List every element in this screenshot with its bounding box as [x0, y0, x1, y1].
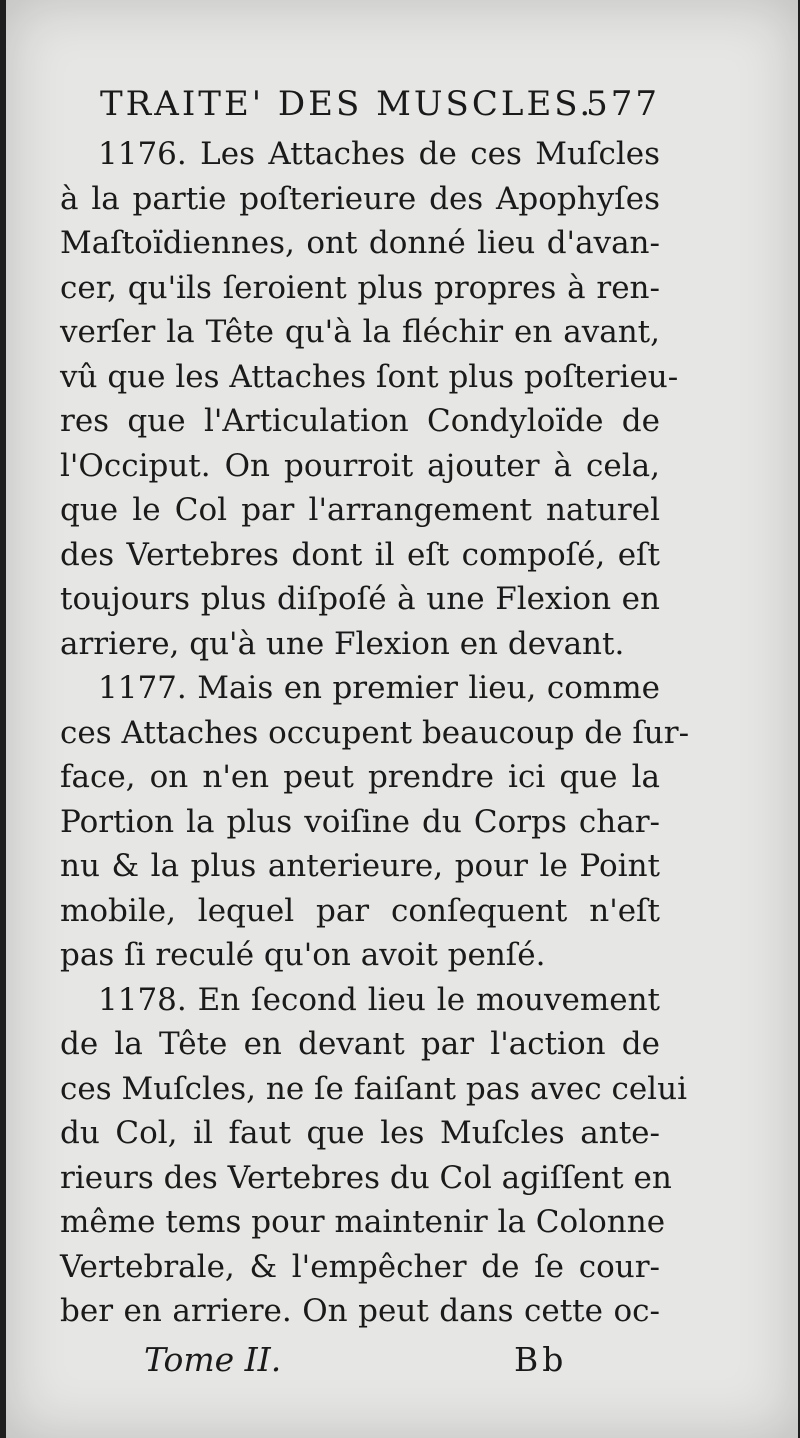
- text-line: 1176. Les Attaches de ces Muſcles: [98, 136, 660, 172]
- book-page: [6, 0, 798, 1438]
- text-line: l'Occiput. On pourroit ajouter à cela,: [60, 448, 660, 484]
- text-line: res que l'Articulation Condyloïde de: [60, 403, 660, 439]
- text-line: de la Tête en devant par l'action de: [60, 1026, 660, 1062]
- text-line: rieurs des Vertebres du Col agiſſent en: [60, 1160, 672, 1196]
- volume-label: Tome II.: [144, 1340, 282, 1379]
- text-line: cer, qu'ils ſeroient plus propres à ren-: [60, 270, 660, 306]
- running-header: [100, 80, 660, 130]
- text-line: à la partie poſterieure des Apophyſes: [60, 181, 660, 217]
- text-line: que le Col par l'arrangement naturel: [60, 492, 660, 528]
- text-line: des Vertebres dont il eſt compoſé, eſt: [60, 537, 660, 573]
- text-line: 1177. Mais en premier lieu, comme: [98, 670, 660, 706]
- text-line: 1178. En ſecond lieu le mouvement: [98, 982, 660, 1018]
- text-line: vû que les Attaches ſont plus poſterieu-: [60, 359, 679, 395]
- text-line: nu & la plus anterieure, pour le Point: [60, 848, 660, 884]
- text-line: mobile, lequel par conſequent n'eſt: [60, 893, 660, 929]
- text-line: arriere, qu'à une Flexion en devant.: [60, 626, 625, 662]
- text-line: Portion la plus voiſine du Corps char-: [60, 804, 660, 840]
- text-line: face, on n'en peut prendre ici que la: [60, 759, 660, 795]
- text-line: Maſtoïdiennes, ont donné lieu d'avan-: [60, 225, 660, 261]
- page-footer: [6, 1340, 798, 1390]
- text-line: du Col, il faut que les Muſcles ante-: [60, 1115, 660, 1151]
- text-line: ces Attaches occupent beaucoup de ſur-: [60, 715, 690, 751]
- text-line: Vertebrale, & l'empêcher de ſe cour-: [60, 1249, 660, 1285]
- signature-mark: Bb: [514, 1340, 568, 1379]
- text-line: verſer la Tête qu'à la fléchir en avant,: [60, 314, 660, 350]
- text-line: même tems pour maintenir la Colonne: [60, 1204, 666, 1240]
- text-line: pas ſi reculé qu'on avoit penſé.: [60, 937, 546, 973]
- page-number: 577: [586, 84, 660, 124]
- text-line: toujours plus diſpoſé à une Flexion en: [60, 581, 660, 617]
- text-line: ber en arriere. On peut dans cette oc-: [60, 1293, 660, 1329]
- running-title: TRAITE' DES MUSCLES.: [100, 84, 594, 124]
- text-line: ces Muſcles, ne ſe faiſant pas avec celui: [60, 1071, 687, 1107]
